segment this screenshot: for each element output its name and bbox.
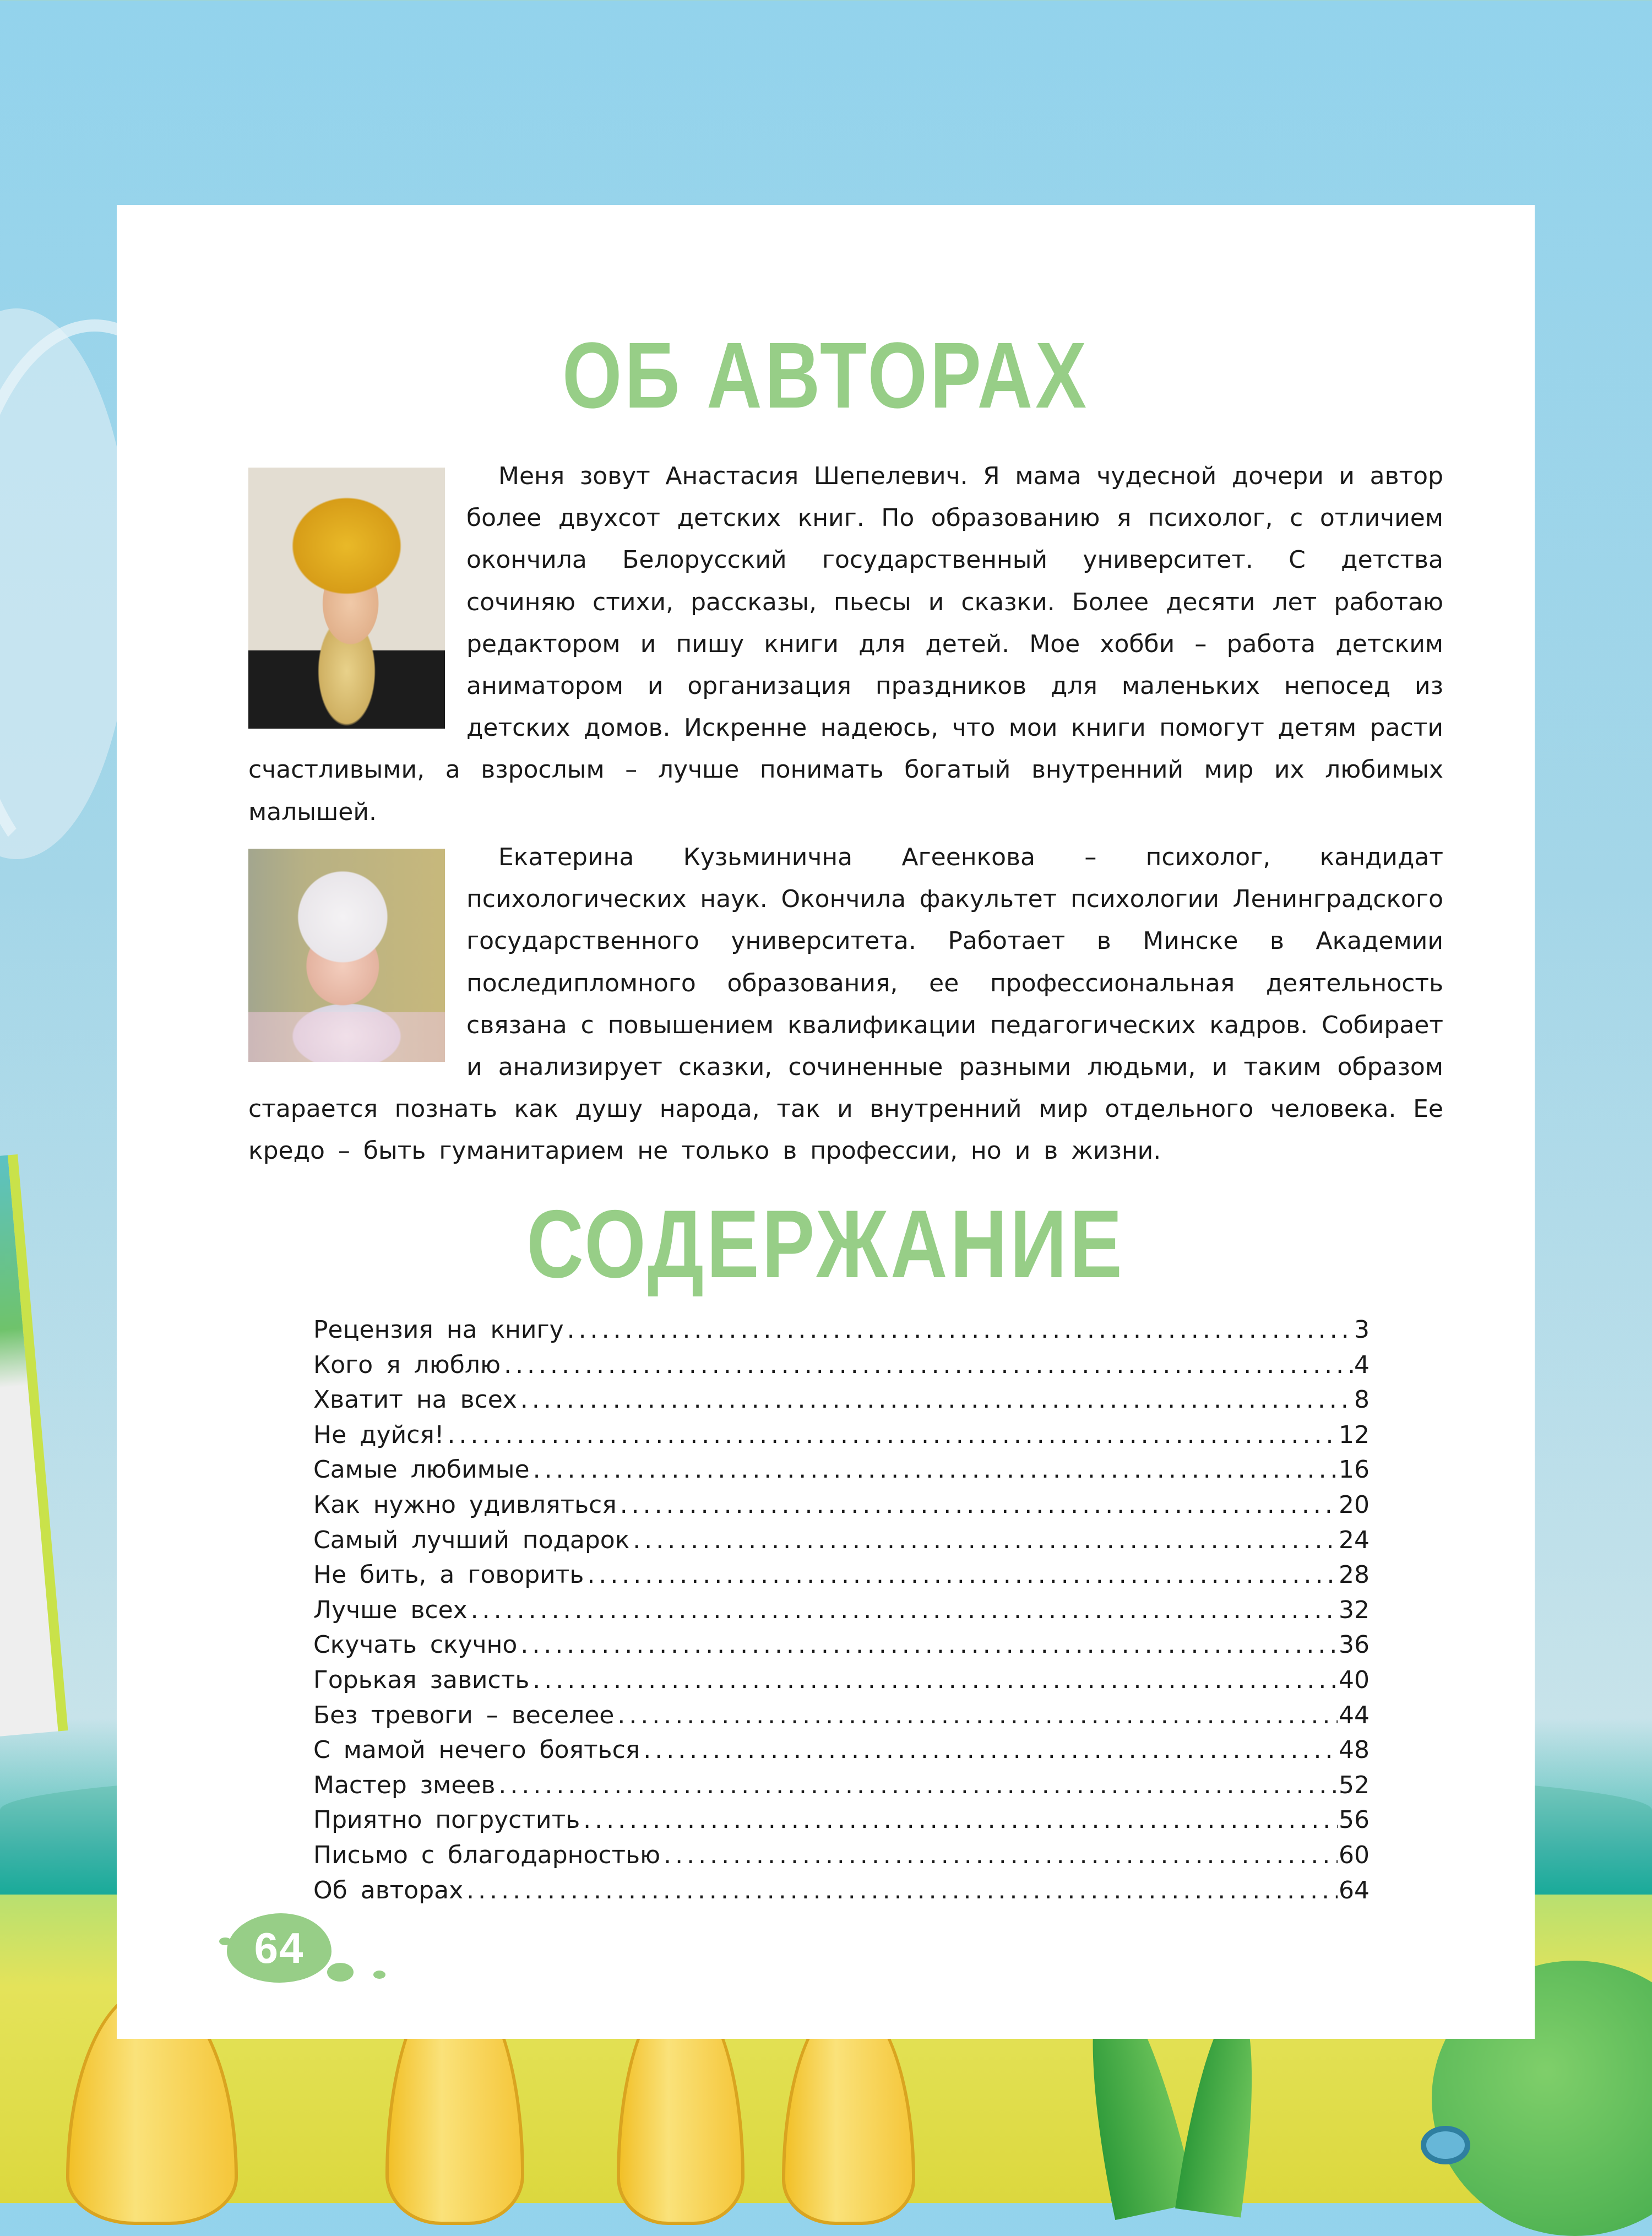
toc-entry-page: 12 xyxy=(1339,1420,1370,1449)
toc-entry-title: Не дуйся! xyxy=(313,1420,444,1449)
toc-entry[interactable] xyxy=(313,1698,1370,1733)
toc-entry-page: 64 xyxy=(1339,1876,1370,1904)
about-authors-heading: ОБ АВТОРАХ xyxy=(562,323,1090,428)
toc-leader-dots xyxy=(617,1698,1338,1733)
toc-entry[interactable] xyxy=(313,1663,1370,1698)
page-panel xyxy=(117,205,1535,2039)
toc-leader-dots xyxy=(587,1557,1338,1593)
toc-entry-title: Как нужно удивляться xyxy=(313,1490,617,1519)
toc-entry-title: Самые любимые xyxy=(313,1456,530,1484)
toc-entry-title: Горькая зависть xyxy=(313,1665,530,1694)
toc-entry-title: Мастер змеев xyxy=(313,1771,496,1799)
toc-entry-page: 24 xyxy=(1339,1526,1370,1554)
toc-entry[interactable] xyxy=(313,1523,1370,1558)
toc-entry-title: Самый лучший подарок xyxy=(313,1526,630,1554)
toc-leader-dots xyxy=(471,1593,1338,1628)
toc-entry-title: Кого я люблю xyxy=(313,1350,501,1379)
toc-entry-page: 8 xyxy=(1354,1386,1370,1414)
toc-leader-dots xyxy=(520,1627,1338,1663)
creature-eye xyxy=(1421,2126,1470,2164)
toc-entry-title: Рецензия на книгу xyxy=(313,1316,564,1344)
toc-entry-page: 60 xyxy=(1339,1841,1370,1869)
toc-leader-dots xyxy=(620,1488,1338,1523)
toc-entry[interactable] xyxy=(313,1803,1370,1838)
toc-entry[interactable] xyxy=(313,1768,1370,1803)
toc-entry-page: 3 xyxy=(1354,1316,1370,1344)
toc-entry-page: 48 xyxy=(1339,1736,1370,1765)
toc-entry[interactable] xyxy=(313,1838,1370,1873)
photo-spacer xyxy=(248,455,466,717)
toc-entry-title: Лучше всех xyxy=(313,1595,468,1624)
toc-entry[interactable] xyxy=(313,1733,1370,1768)
toc-entry[interactable] xyxy=(313,1488,1370,1523)
toc-leader-dots xyxy=(448,1418,1338,1453)
toc-entry-title: С мамой нечего бояться xyxy=(313,1736,640,1765)
author-bio-shepelevich xyxy=(248,455,1443,833)
toc-entry-page: 44 xyxy=(1339,1701,1370,1729)
toc-entry-page: 32 xyxy=(1339,1595,1370,1624)
toc-leader-dots xyxy=(583,1803,1338,1838)
author-bio-ageenkova xyxy=(248,837,1443,1173)
toc-leader-dots xyxy=(520,1382,1353,1418)
toc-entry-title: Приятно погрустить xyxy=(313,1806,580,1835)
toc-entry[interactable] xyxy=(313,1418,1370,1453)
photo-spacer xyxy=(248,837,466,1050)
contents-heading: СОДЕРЖАНИЕ xyxy=(526,1191,1125,1298)
decorative-dot xyxy=(373,1971,385,1979)
author-bio-text: Екатерина Кузьминична Агеенкова – психолог, кандидат психологических наук. Окончила факультет психологии Ленинградского государственного университета. Работает в Минске в Академии последипломного образования, ее профессиональная деятельность связана с повышением квалификации педагогических кадров. Собирает и анализирует сказки, сочиненные разными людьми, и таким образом старается познать как душу народа, так и внутренний мир отдельного человека. Ее кредо – быть гуманитарием не только в профессии, но и в жизни. xyxy=(248,843,1443,1165)
background-book-edge xyxy=(0,1154,68,1737)
toc-entry-page: 4 xyxy=(1354,1350,1370,1379)
toc-leader-dots xyxy=(498,1768,1338,1803)
toc-leader-dots xyxy=(567,1312,1353,1348)
toc-entry-title: Скучать скучно xyxy=(313,1631,518,1659)
toc-entry-page: 56 xyxy=(1339,1806,1370,1835)
toc-entry[interactable] xyxy=(313,1557,1370,1593)
toc-entry-title: Хватит на всех xyxy=(313,1386,517,1414)
toc-entry[interactable] xyxy=(313,1873,1370,1908)
toc-entry[interactable] xyxy=(313,1312,1370,1348)
toc-entry-page: 52 xyxy=(1339,1771,1370,1799)
toc-leader-dots xyxy=(664,1838,1338,1873)
toc-entry-page: 36 xyxy=(1339,1631,1370,1659)
toc-entry[interactable] xyxy=(313,1593,1370,1628)
toc-entry[interactable] xyxy=(313,1627,1370,1663)
toc-entry[interactable] xyxy=(313,1382,1370,1418)
toc-entry-page: 28 xyxy=(1339,1561,1370,1589)
toc-entry-page: 16 xyxy=(1339,1456,1370,1484)
toc-entry-title: Об авторах xyxy=(313,1876,464,1904)
toc-leader-dots xyxy=(532,1663,1338,1698)
toc-leader-dots xyxy=(504,1348,1353,1383)
toc-leader-dots xyxy=(466,1873,1338,1908)
page-number-badge: 64 xyxy=(227,1913,332,1983)
table-of-contents xyxy=(313,1312,1370,1908)
toc-leader-dots xyxy=(643,1733,1338,1768)
toc-leader-dots xyxy=(533,1452,1338,1488)
toc-entry-title: Письмо с благодарностью xyxy=(313,1841,661,1869)
author-bio-text: Меня зовут Анастасия Шепелевич. Я мама чудесной дочери и автор более двухсот детских книг. По образованию я психолог, с отличием окончила Белорусский государственный университет. С детства сочиняю стихи, рассказы, пьесы и сказки. Более десяти лет работаю редактором и пишу книги для детей. Мое хобби – работа детским аниматором и организация праздников для маленьких непосед из детских домов. Искренне надеюсь, что мои книги помогут детям расти счастливыми, а взрослым – лучше понимать богатый внутренний мир их любимых малышей. xyxy=(248,462,1443,826)
toc-entry-page: 20 xyxy=(1339,1490,1370,1519)
toc-entry[interactable] xyxy=(313,1348,1370,1383)
toc-entry-title: Без тревоги – веселее xyxy=(313,1701,615,1729)
toc-entry-page: 40 xyxy=(1339,1665,1370,1694)
toc-entry[interactable] xyxy=(313,1452,1370,1488)
toc-entry-title: Не бить, а говорить xyxy=(313,1561,584,1589)
decorative-dot xyxy=(327,1963,354,1982)
toc-leader-dots xyxy=(633,1523,1338,1558)
